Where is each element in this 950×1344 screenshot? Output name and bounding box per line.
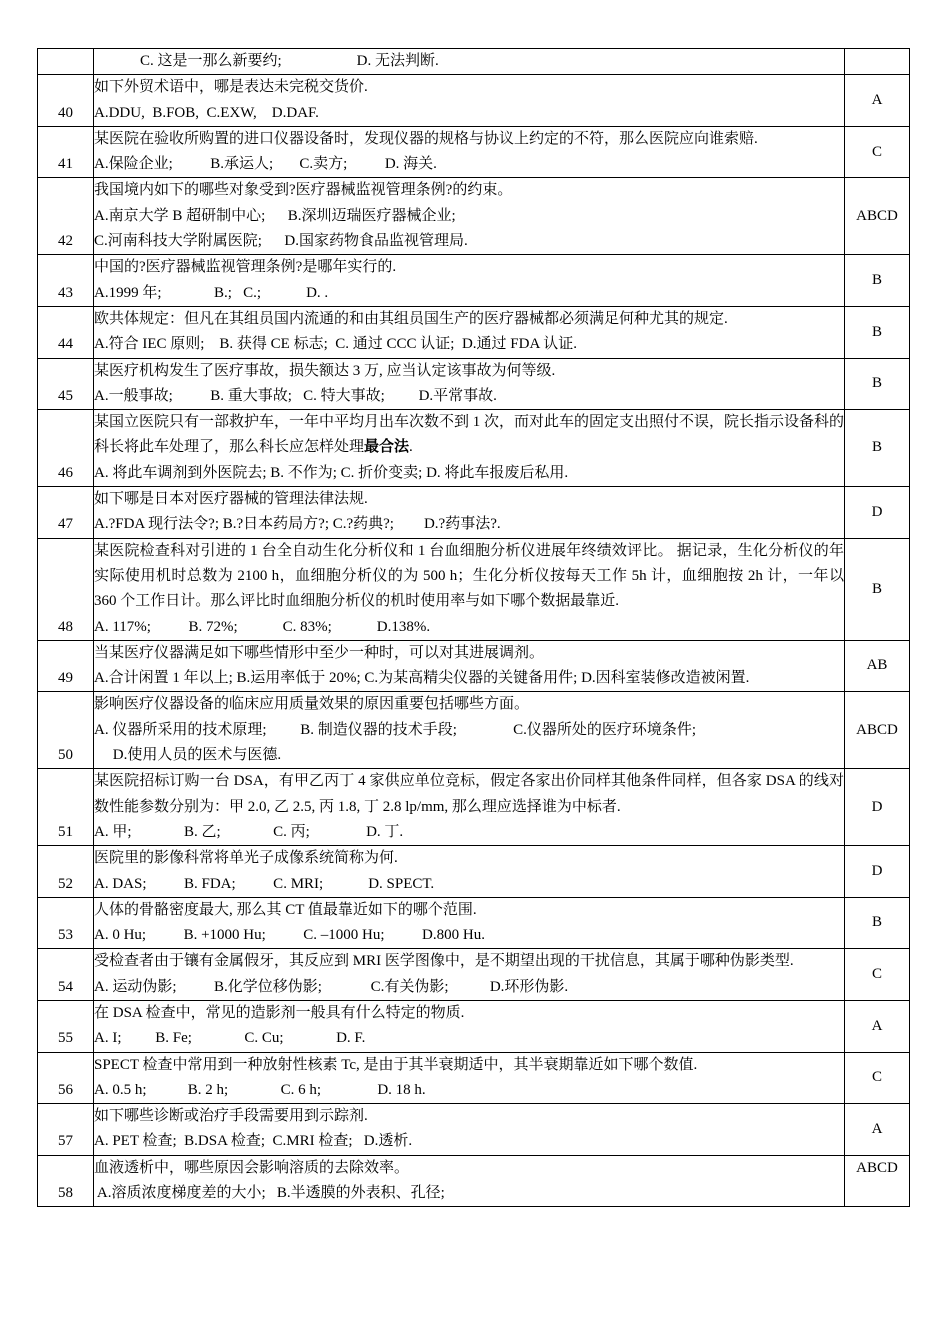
question-text (94, 1000, 845, 1052)
question-number: 53 (38, 897, 94, 949)
question-row (38, 640, 910, 692)
question-number: 52 (38, 846, 94, 898)
question-options: A. 运动伪影; B.化学位移伪影; C.有关伪影; D.环形伪影. (94, 978, 569, 995)
answer-cell: ABCD (845, 1155, 910, 1207)
question-number: 55 (38, 1000, 94, 1052)
question-stem: 某国立医院只有一部救护车，一年中平均月出车次数不到 1 次，而对此车的固定支出照付不误，院长指示设备科的科长将此车处理了，那么科长应怎样处理最合法. (94, 414, 845, 456)
question-row (38, 897, 910, 949)
question-options: A. 0 Hu; B. +1000 Hu; C. –1000 Hu; D.800 Hu. (94, 927, 485, 944)
answer-cell (845, 49, 910, 75)
answer-cell: D (845, 769, 910, 846)
question-number: 56 (38, 1052, 94, 1104)
question-stem: 如下哪些诊断或治疗手段需要用到示踪剂. (94, 1108, 368, 1125)
question-text (94, 178, 845, 255)
question-options: A. 仪器所采用的技术原理; B. 制造仪器的技术手段; C.仪器所处的医疗环境条件; (94, 721, 697, 738)
question-options: A.DDU, B.FOB, C.EXW, D.DAF. (94, 104, 319, 121)
question-options: A.南京大学 B 超研制中心; B.深圳迈瑞医疗器械企业; (94, 207, 456, 224)
question-stem-text: 某国立医院只有一部救护车，一年中平均月出车次数不到 1 次，而对此车的固定支出照付不误，院长指示设备科的科长将此车处理了，那么科长应怎样处理 (94, 414, 845, 456)
question-options: C.河南科技大学附属医院; D.国家药物食品监视管理局. (94, 233, 468, 250)
answer-cell: D (845, 487, 910, 539)
question-number: 48 (38, 538, 94, 640)
question-stem: 医院里的影像科常将单光子成像系统简称为何. (94, 850, 398, 867)
question-row (38, 49, 910, 75)
question-text (94, 75, 845, 127)
question-stem: SPECT 检查中常用到一种放射性核素 Tc, 是由于其半衰期适中，其半衰期靠近如下哪个数值. (94, 1056, 698, 1073)
question-stem: 某医院在验收所购置的进口仪器设备时，发现仪器的规格与协议上约定的不符，那么医院应向谁索赔. (94, 130, 758, 147)
answer-cell: B (845, 538, 910, 640)
question-number: 47 (38, 487, 94, 539)
question-row (38, 410, 910, 487)
question-text (94, 410, 845, 487)
question-stem: 某医院检查科对引进的 1 台全自动生化分析仪和 1 台血细胞分析仪进展年终绩效评比。 据记录，生化分析仪的年实际使用机时总数为 2100 h，血细胞分析仪的为 500 h；生化分析仪按每天工作 5h 计，血细胞按 2h 计，一年以 360 个工作日计。那么评比时血细胞分析仪的机时使用率与如下哪个数据最靠近. (94, 542, 844, 610)
question-text (94, 692, 845, 769)
question-options: A.保险企业; B.承运人; C.卖方; D. 海关. (94, 156, 437, 173)
question-table (37, 48, 910, 1207)
question-row (38, 358, 910, 410)
question-table-body (38, 49, 910, 1207)
question-stem: 在 DSA 检查中，常见的造影剂一般具有什么特定的物质. (94, 1004, 465, 1021)
question-options: A.一般事故; B. 重大事故; C. 特大事故; D.平常事故. (94, 387, 497, 404)
question-text (94, 255, 845, 307)
question-stem: 受检查者由于镶有金属假牙，其反应到 MRI 医学图像中，是不期望出现的干扰信息，其属于哪种伪影类型. (94, 953, 794, 970)
question-text (94, 846, 845, 898)
answer-cell: ABCD (845, 692, 910, 769)
question-number: 58 (38, 1155, 94, 1207)
question-options: D.使用人员的医术与医德. (94, 747, 282, 764)
question-stem: 欧共体规定：但凡在其组员国内流通的和由其组员国生产的医疗器械都必须满足何种尤其的规定. (94, 310, 728, 327)
question-stem: C. 这是一那么新要约; D. 无法判断. (140, 53, 439, 69)
question-text (94, 487, 845, 539)
question-stem: 我国境内如下的哪些对象受到?医疗器械监视管理条例?的约束。 (94, 182, 513, 199)
question-options: A. I; B. Fe; C. Cu; D. F. (94, 1030, 366, 1047)
answer-cell: B (845, 306, 910, 358)
question-number: 49 (38, 640, 94, 692)
answer-cell: A (845, 75, 910, 127)
question-stem: 如下外贸术语中，哪是表达未完税交货价. (94, 79, 368, 96)
question-number (38, 49, 94, 75)
answer-cell: B (845, 255, 910, 307)
question-options: A.合计闲置 1 年以上; B.运用率低于 20%; C.为某高精尖仪器的关键备用件; D.因科室装修改造被闲置. (94, 670, 750, 687)
emphasis-text: 最合法 (364, 439, 410, 456)
question-number: 45 (38, 358, 94, 410)
question-stem: 影响医疗仪器设备的临床应用质量效果的原因重要包括哪些方面。 (94, 696, 530, 713)
question-options: A.?FDA 现行法令?; B.?日本药局方?; C.?药典?; D.?药事法?. (94, 516, 501, 533)
question-options: A. 0.5 h; B. 2 h; C. 6 h; D. 18 h. (94, 1081, 426, 1098)
question-number: 54 (38, 949, 94, 1001)
question-stem: 某医疗机构发生了医疗事故，损失额达 3 万, 应当认定该事故为何等级. (94, 362, 556, 379)
question-number: 44 (38, 306, 94, 358)
question-row (38, 126, 910, 178)
question-options: A.符合 IEC 原则; B. 获得 CE 标志; C. 通过 CCC 认证; D.通过 FDA 认证. (94, 336, 577, 353)
question-text (94, 897, 845, 949)
answer-cell: A (845, 1000, 910, 1052)
answer-cell: B (845, 410, 910, 487)
question-number: 43 (38, 255, 94, 307)
question-row (38, 949, 910, 1001)
question-options: A. DAS; B. FDA; C. MRI; D. SPECT. (94, 875, 435, 892)
answer-cell: C (845, 126, 910, 178)
question-row (38, 692, 910, 769)
question-stem: 如下哪是日本对医疗器械的管理法律法规. (94, 491, 368, 508)
question-text (94, 769, 845, 846)
question-options: A. 将此车调剂到外医院去; B. 不作为; C. 折价变卖; D. 将此车报废后私用. (94, 464, 569, 481)
question-row (38, 255, 910, 307)
question-options: A. 甲; B. 乙; C. 丙; D. 丁. (94, 823, 404, 840)
question-stem: 当某医疗仪器满足如下哪些情形中至少一种时，可以对其进展调剂。 (94, 644, 545, 661)
question-text (94, 1104, 845, 1156)
question-number: 46 (38, 410, 94, 487)
question-stem: 某医院招标订购一台 DSA，有甲乙丙丁 4 家供应单位竞标，假定各家出价同样其他条件同样，但各家 DSA 的线对数性能参数分别为：甲 2.0, 乙 2.5, 丙 1.8, 丁 2.8 lp/mm, 那么理应选择谁为中标者. (94, 773, 844, 815)
question-number: 57 (38, 1104, 94, 1156)
question-row (38, 487, 910, 539)
question-text (94, 1155, 845, 1207)
question-row (38, 1155, 910, 1207)
question-text (94, 538, 845, 640)
answer-cell: B (845, 358, 910, 410)
answer-cell: D (845, 846, 910, 898)
answer-cell: AB (845, 640, 910, 692)
question-text (94, 640, 845, 692)
question-options: A. PET 检查; B.DSA 检查; C.MRI 检查; D.透析. (94, 1133, 413, 1150)
answer-cell: C (845, 949, 910, 1001)
question-stem: 人体的骨骼密度最大, 那么其 CT 值最靠近如下的哪个范围. (94, 901, 477, 918)
question-text (94, 306, 845, 358)
question-options: A.溶质浓度梯度差的大小; B.半透膜的外表积、孔径; (94, 1185, 445, 1202)
question-text (94, 1052, 845, 1104)
question-number: 41 (38, 126, 94, 178)
question-row (38, 538, 910, 640)
question-number: 40 (38, 75, 94, 127)
question-row (38, 1104, 910, 1156)
question-text (94, 126, 845, 178)
answer-cell: ABCD (845, 178, 910, 255)
question-row (38, 1000, 910, 1052)
question-text (94, 949, 845, 1001)
question-number: 51 (38, 769, 94, 846)
question-row (38, 75, 910, 127)
question-row (38, 178, 910, 255)
question-options: A.1999 年; B.; C.; D. . (94, 284, 329, 301)
question-text (94, 49, 845, 75)
question-stem: 血液透析中，哪些原因会影响溶质的去除效率。 (94, 1159, 410, 1176)
answer-cell: A (845, 1104, 910, 1156)
answer-cell: C (845, 1052, 910, 1104)
question-row (38, 769, 910, 846)
question-row (38, 846, 910, 898)
question-row (38, 1052, 910, 1104)
answer-cell: B (845, 897, 910, 949)
question-stem: 中国的?医疗器械监视管理条例?是哪年实行的. (94, 259, 397, 276)
question-text (94, 358, 845, 410)
question-row (38, 306, 910, 358)
question-number: 42 (38, 178, 94, 255)
question-options: A. 117%; B. 72%; C. 83%; D.138%. (94, 618, 431, 635)
question-number: 50 (38, 692, 94, 769)
